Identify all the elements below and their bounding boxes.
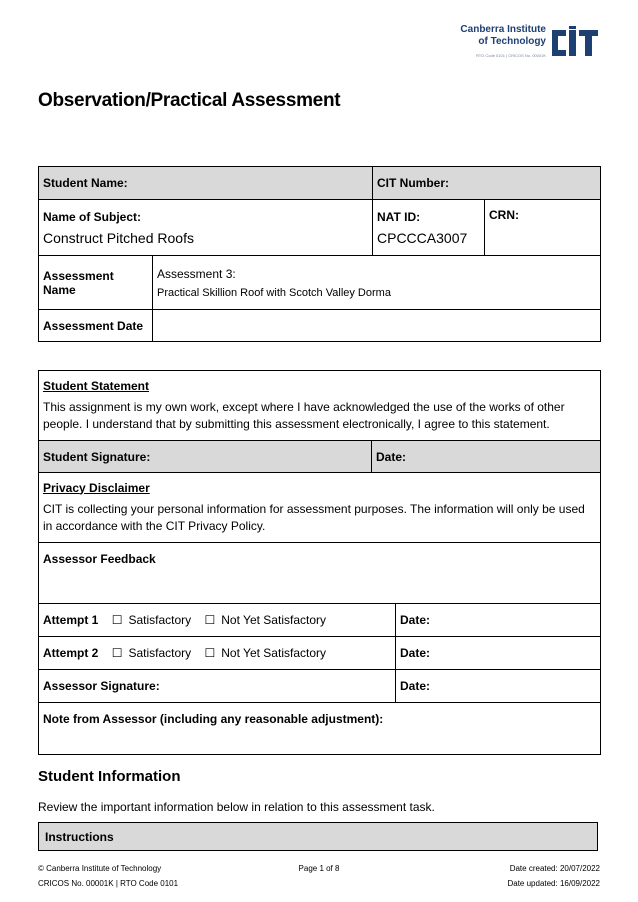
subject-label: Name of Subject: (43, 209, 142, 224)
attempt-1-label: Attempt 1 (43, 613, 99, 627)
footer-copyright: © Canberra Institute of Technology (38, 864, 162, 873)
privacy-text: CIT is collecting your personal information for assessment purposes. The information will only be used in accordance with the CIT Privacy Policy. (43, 501, 585, 533)
attempt-2-satisfactory-label: Satisfactory (128, 646, 192, 660)
attempt-1-row (39, 604, 396, 637)
attempt-2-label: Attempt 2 (43, 646, 99, 660)
student-signature-label: Student Signature: (43, 449, 151, 464)
assessment-number: Assessment 3: (157, 266, 236, 281)
assessor-signature-field[interactable] (39, 670, 396, 703)
assessor-note-field[interactable] (39, 703, 601, 755)
assessment-date-field[interactable] (153, 310, 601, 342)
attempt-1-date-field[interactable] (396, 604, 601, 637)
footer-cricos: CRICOS No. 00001K | RTO Code 0101 (38, 879, 179, 888)
footer-page-number: Page 1 of 8 (298, 864, 340, 873)
student-information-heading: Student Information (38, 768, 181, 785)
attempt-1-satisfactory-label: Satisfactory (128, 613, 192, 627)
attempt-2-satisfactory-checkbox[interactable]: ☐ (111, 646, 123, 660)
assessor-feedback-label: Assessor Feedback (43, 552, 156, 566)
assessment-name-label: Assessment Name (39, 256, 153, 310)
nat-id-label: NAT ID: (377, 209, 421, 224)
cit-number-field[interactable] (373, 167, 601, 200)
assessment-title: Practical Skillion Roof with Scotch Valley Dorma (157, 286, 391, 299)
assessor-signature-label: Assessor Signature: (43, 679, 160, 693)
student-signature-field[interactable] (39, 441, 372, 473)
attempt-2-not-yet-label: Not Yet Satisfactory (221, 646, 326, 660)
student-date-field[interactable] (372, 441, 601, 473)
cit-mark-icon (550, 26, 600, 60)
assessment-date-label: Assessment Date (39, 310, 153, 342)
logo-small-text: RTO Code 0101 | CRICOS No. 00001K (475, 53, 546, 58)
assessor-date-field[interactable] (396, 670, 601, 703)
student-details-table (38, 166, 601, 342)
subject-value: Construct Pitched Roofs (43, 229, 194, 246)
student-statement-text: This assignment is my own work, except where I have acknowledged the use of the works of other people. I understand that by submitting this assessment electronically, I agree to this statement. (43, 399, 565, 431)
assessor-feedback-field[interactable] (39, 543, 601, 604)
privacy-disclaimer-cell (39, 473, 601, 543)
statement-table (38, 370, 601, 755)
attempt-2-not-yet-checkbox[interactable]: ☐ (204, 646, 216, 660)
attempt-2-date-label: Date: (400, 646, 431, 660)
attempt-2-date-field[interactable] (396, 637, 601, 670)
privacy-heading: Privacy Disclaimer (43, 480, 150, 495)
crn-label: CRN: (489, 208, 519, 222)
cit-logo (450, 24, 602, 62)
attempt-1-satisfactory-checkbox[interactable]: ☐ (111, 613, 123, 627)
student-name-label: Student Name: (43, 176, 128, 190)
attempt-1-date-label: Date: (400, 613, 431, 627)
student-name-field[interactable] (39, 167, 373, 200)
student-information-text: Review the important information below in relation to this assessment task. (38, 800, 435, 814)
logo-line-2: of Technology (478, 36, 546, 47)
student-statement-heading: Student Statement (43, 378, 150, 393)
assessor-note-label: Note from Assessor (including any reasonable adjustment): (43, 712, 384, 726)
student-statement-cell (39, 371, 601, 441)
logo-wordmark (450, 24, 546, 48)
cit-number-label: CIT Number: (377, 176, 449, 190)
footer-date-created: Date created: 20/07/2022 (509, 864, 600, 873)
nat-id-cell (373, 200, 485, 256)
logo-line-1: Canberra Institute (460, 24, 546, 35)
attempt-1-not-yet-label: Not Yet Satisfactory (221, 613, 326, 627)
nat-id-value: CPCCCA3007 (377, 229, 468, 246)
assessment-name-value (153, 256, 601, 310)
instructions-bar: Instructions (38, 822, 598, 851)
page-title: Observation/Practical Assessment (38, 90, 341, 111)
assessor-date-label: Date: (400, 679, 431, 693)
crn-field[interactable] (485, 200, 601, 256)
student-date-label: Date: (376, 449, 407, 464)
attempt-2-row (39, 637, 396, 670)
attempt-1-not-yet-checkbox[interactable]: ☐ (204, 613, 216, 627)
footer-date-updated: Date updated: 16/09/2022 (507, 879, 600, 888)
subject-cell (39, 200, 373, 256)
